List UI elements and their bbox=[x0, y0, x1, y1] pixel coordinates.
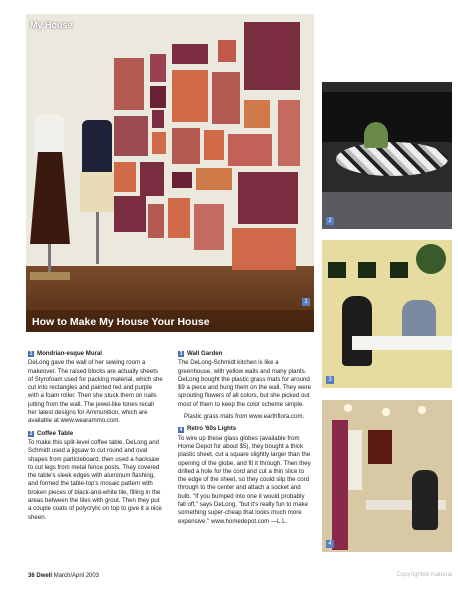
photo-number: 4 bbox=[326, 540, 334, 548]
mural-panel bbox=[114, 196, 146, 232]
dress-form-base bbox=[30, 272, 70, 280]
dress-form-navy-top bbox=[82, 120, 112, 176]
mural-panel bbox=[244, 100, 270, 128]
mural-panel bbox=[172, 128, 200, 164]
entry-body-source: Plastic grass mats from www.earthflora.com. bbox=[184, 413, 305, 421]
coffee-table-top bbox=[336, 142, 448, 176]
mural-panel bbox=[114, 58, 144, 110]
page-number: 36 bbox=[28, 573, 35, 579]
text-column-right bbox=[178, 350, 313, 530]
entry-title bbox=[178, 350, 313, 358]
floor bbox=[322, 192, 452, 229]
mural-panel bbox=[168, 198, 190, 238]
grass-mat bbox=[358, 262, 376, 278]
mural-panel bbox=[148, 204, 164, 238]
magazine-name: Dwell bbox=[36, 573, 53, 579]
mural-panel bbox=[150, 54, 166, 82]
dress-form-white-top bbox=[34, 114, 64, 154]
mural-panel bbox=[194, 204, 224, 250]
grass-mat bbox=[390, 262, 408, 278]
grass-mat bbox=[328, 262, 346, 278]
hanging-plant bbox=[416, 244, 446, 274]
mural-panel bbox=[152, 110, 164, 128]
mural-panel bbox=[140, 162, 164, 196]
kitchen-table bbox=[352, 336, 452, 350]
text-column-left bbox=[28, 350, 163, 526]
mural-panel bbox=[114, 116, 148, 156]
mural-panel bbox=[228, 134, 272, 166]
entry-number-badge: 2 bbox=[29, 430, 33, 437]
dress-form-stand bbox=[96, 212, 99, 264]
mural-panel bbox=[232, 228, 296, 270]
mural-panel bbox=[238, 172, 298, 224]
entry-body: To make this split-level coffee table, DeLong and Schmidt used a jigsaw to cut round and oval shapes from particleboard, then used a hacksaw to cut legs from metal fence posts. They covered the table's sleek edges with aluminum flashing, and formed the table-top's mosaic pattern with broken pieces of black-and-white tile, filling in the areas between the tiles with grout. Then they put a couple coats of polycrylic on top to give it a nice sheen. bbox=[28, 438, 162, 521]
mural-panel bbox=[278, 100, 300, 166]
mural-photo bbox=[26, 14, 314, 332]
dress-form-cream-skirt bbox=[80, 172, 114, 212]
entry-body: To wire up these glass globes (available from Home Depot for about $5), they bought a thick plastic sheet, cut a square slightly larger than the opening of the globe, and fit it through. Then they drilled a hole for the cord and cut a thin slice to the edge of the sheet, so they could slip the cord through to the center and attach a socket and bulb. "If you bumped into one it would probably fall off," says DeLong, "but it's really fun to make something super-cheap that looks much more expensive." www.homedepot.com —L.L. bbox=[178, 434, 311, 525]
mural-panel bbox=[152, 132, 166, 154]
entry-title-text: Wall Garden bbox=[187, 350, 223, 357]
mural-panel bbox=[172, 70, 208, 122]
mural-panel bbox=[196, 168, 232, 190]
mural-panel bbox=[114, 162, 136, 192]
photo-number: 1 bbox=[302, 298, 310, 306]
person-man bbox=[402, 300, 436, 340]
mural-panel bbox=[212, 72, 240, 124]
retro-lights-photo bbox=[322, 400, 452, 552]
window bbox=[348, 430, 362, 490]
page-headline: How to Make My House Your House bbox=[32, 316, 210, 328]
entry-title bbox=[178, 425, 313, 433]
globe-light bbox=[344, 404, 352, 412]
entry-body: The DeLong-Schmidt kitchen is like a greenhouse, with yellow walls and many plants. DeLong bought the plastic grass mats for around $9 a piece and hung them on the wall. They were sprouting flowers of all colors, but she picked out most of them to keep the color scheme simple. bbox=[178, 359, 312, 408]
wall-poster bbox=[368, 430, 392, 464]
plant bbox=[364, 122, 388, 148]
entry-title-text: Retro '60s Lights bbox=[187, 425, 237, 433]
globe-light bbox=[418, 406, 426, 414]
entry-number-badge: 4 bbox=[179, 426, 183, 433]
globe-light bbox=[382, 408, 390, 416]
copyright-notice: Copyrighted material bbox=[396, 572, 452, 578]
issue-date: March/April 2003 bbox=[53, 573, 100, 579]
coffee-table-photo bbox=[322, 82, 452, 229]
mural-panel bbox=[218, 40, 236, 62]
section-label: My House bbox=[30, 20, 73, 30]
page-footer bbox=[28, 573, 99, 579]
curtain bbox=[332, 420, 348, 550]
wall-garden-photo bbox=[322, 240, 452, 388]
entry-number-badge: 3 bbox=[179, 351, 183, 358]
entry-title-text: Mondrian-esque Mural bbox=[37, 350, 103, 357]
mural-panel bbox=[204, 130, 224, 160]
mural-panel bbox=[150, 86, 166, 108]
entry-number-badge: 1 bbox=[29, 351, 33, 358]
entry-title bbox=[28, 350, 163, 358]
person-woman bbox=[342, 296, 372, 366]
photo-number: 3 bbox=[326, 376, 334, 384]
mural-panel bbox=[172, 172, 192, 188]
mural-panel bbox=[172, 44, 208, 64]
mural-panel bbox=[244, 22, 300, 90]
entry-body: DeLong gave the wall of her sewing room a makeover. The raised blocks are actually sheets of Styrofoam used for packing material, which she cut into rectangles and painted red and purple with a foam roller. Then she stuck them on nails jutting from the wall. The jewel-like tones recall her latest designs for Ammunition, which are available at www.wearammo.com. bbox=[28, 359, 163, 425]
entry-title bbox=[28, 430, 163, 438]
entry-title-text: Coffee Table bbox=[37, 429, 74, 437]
person-sewing bbox=[412, 470, 438, 530]
photo-number: 2 bbox=[326, 217, 334, 225]
